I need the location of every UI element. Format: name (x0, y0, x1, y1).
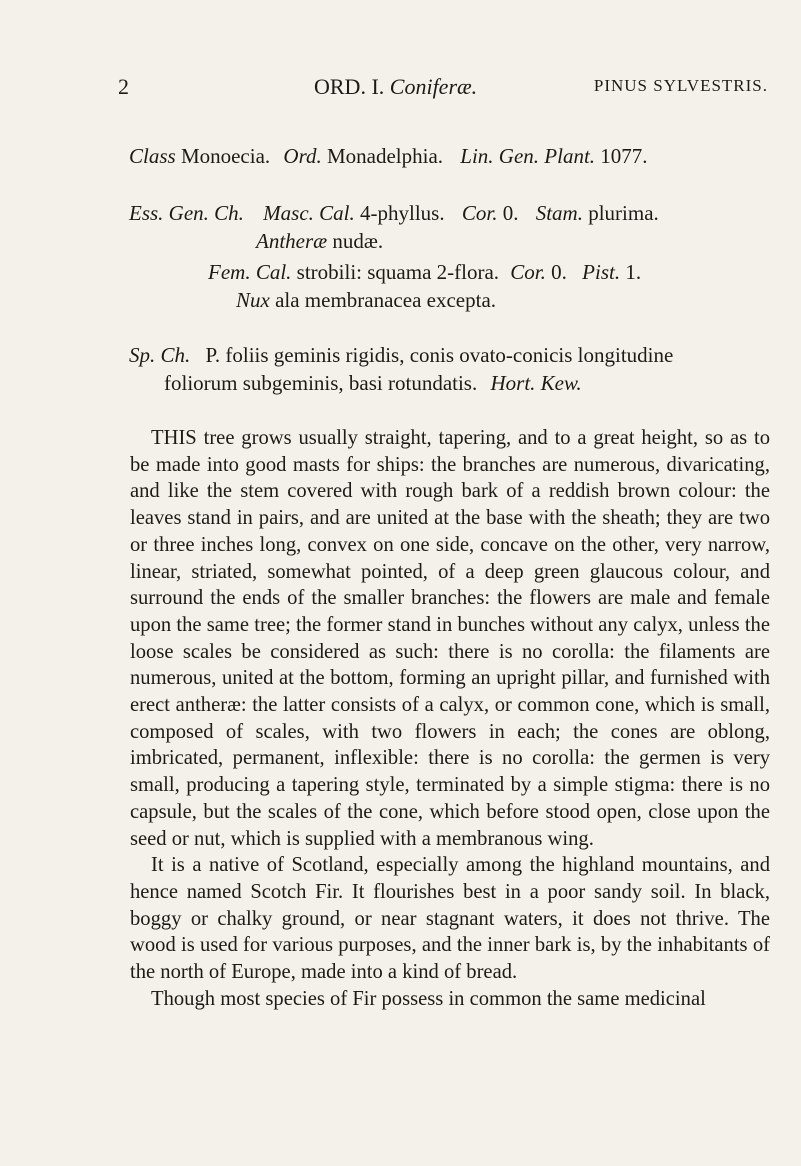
species-heading: PINUS SYLVESTRIS. (593, 76, 768, 95)
paragraph-1: THIS tree grows usually straight, tapering, and to a great height, so as to be made into good masts for ships: the branches are numerous, divaricating, and like the stem covered with rough bark of a reddish brown colour: the leaves stand in pairs, and are united at the base with the sheath; they are two or three inches long, convex on one side, concave on the other, very narrow, linear, striated, somewhat pointed, of a deep green glaucous colour, and surround the ends of the smaller branches: the flowers are male and female upon the same tree; the former stand in bunches without any calyx, unless the loose scales be considered as such: there is no corolla: the filaments are numerous, united at the bottom, forming an upright pillar, and furnished with erect antheræ: the latter consists of a calyx, or common cone, which is small, composed of scales, with two flowers in each; the cones are oblong, imbricated, permanent, inflexible: there is no corolla: the germen is very small, producing a tapering style, terminated by a simple stigma: there is no capsule, but the scales of the cone, which before stood open, close upon the seed or nut, which is supplied with a membranous wing. (130, 427, 770, 850)
ess-gen-line-3 (208, 259, 641, 285)
antherae-label: Antheræ (256, 229, 328, 253)
description-body (130, 425, 770, 1012)
sp-ch-label: Sp. Ch. (129, 343, 191, 367)
page-number: 2 (118, 74, 129, 99)
cor-label: Cor. (461, 201, 498, 225)
order-heading (314, 74, 477, 100)
fem-cor-label: Cor. (510, 260, 546, 284)
ord-label: Ord. (283, 144, 322, 168)
sp-ch-text-2: foliorum subgeminis, basi rotundatis. (164, 371, 478, 395)
pist-label: Pist. (582, 260, 621, 284)
fem-cal-value: strobili: squama 2-flora. (296, 260, 500, 284)
class-line (129, 143, 648, 169)
ess-gen-line-4 (236, 287, 496, 313)
sp-ch-line-2 (164, 370, 582, 396)
paragraph-2: It is a native of Scotland, especially among the highland mountains, and hence named Scotch Fir. It flourishes best in a poor sandy soil. In black, boggy or chalky ground, or near stagnant waters, it does not thrive. The wood is used for various purposes, and the inner bark is, by the inhabitants of the north of Europe, made into a kind of bread. (130, 854, 770, 984)
ord-value: Monadelphia. (326, 144, 444, 168)
linnaeus-reference: Lin. Gen. Plant. (460, 144, 596, 168)
antherae-value: nudæ. (332, 229, 384, 253)
pist-value: 1. (625, 260, 642, 284)
fem-cor-value: 0. (551, 260, 567, 284)
stam-label: Stam. (535, 201, 583, 225)
sp-ch-text-1: P. foliis geminis rigidis, conis ovato-conicis longitudine (205, 343, 674, 367)
sp-ch-line-1 (129, 342, 673, 368)
stam-value: plurima. (588, 201, 659, 225)
masc-label: Masc. (263, 201, 314, 225)
ess-gen-line-2 (256, 228, 383, 254)
hort-kew-reference: Hort. Kew. (490, 371, 582, 395)
ess-gen-label: Ess. Gen. Ch. (129, 201, 244, 225)
fem-cal-label: Cal. (255, 260, 292, 284)
ess-gen-line-1 (129, 200, 659, 226)
order-label: ORD. I. (314, 74, 385, 99)
nux-value: ala membranacea excepta. (275, 288, 497, 312)
cal-label: Cal. (319, 201, 355, 225)
cal-value: 4-phyllus. (360, 201, 445, 225)
family-name: Coniferæ. (389, 74, 478, 99)
class-value: Monoecia. (180, 144, 271, 168)
fem-label: Fem. (208, 260, 251, 284)
running-header (118, 74, 768, 104)
class-label: Class (129, 144, 176, 168)
reference-number: 1077. (600, 144, 648, 168)
cor-value: 0. (502, 201, 519, 225)
paragraph-3: Though most species of Fir possess in common the same medicinal (151, 987, 706, 1010)
nux-label: Nux (236, 288, 270, 312)
